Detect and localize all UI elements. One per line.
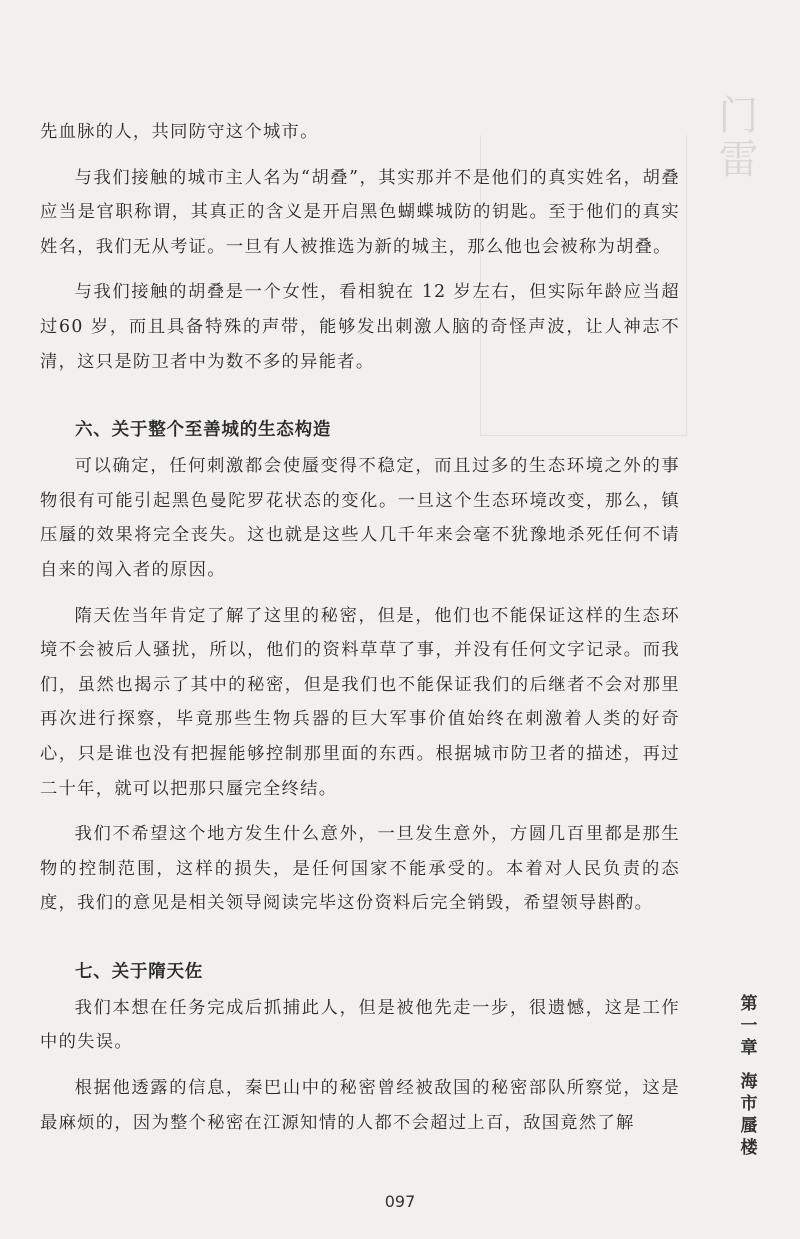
title-char: 海 [740, 1072, 758, 1092]
paragraph: 我们不希望这个地方发生什么意外，一旦发生意外，方圆几百里都是那生物的控制范围，这样的损失，是任何国家不能承受的。本着对人民负责的态度，我们的意见是相关领导阅读完毕这份资料后完全销毁，希望领导斟酌。 [40, 824, 680, 914]
title-char: 楼 [740, 1138, 758, 1158]
title-char: 蜃 [740, 1116, 758, 1136]
paragraph: 隋天佐当年肯定了解了这里的秘密，但是，他们也不能保证这样的生态环境不会被后人骚扰，所以，他们的资料草草了事，并没有任何文字记录。而我们，虽然也揭示了其中的秘密，但是我们也不能保证我们的后继者不会对那里再次进行探察，毕竟那些生物兵器的巨大军事价值始终在刺激着人类的好奇心，只是谁也没有把握能够控制那里面的东西。根据城市防卫者的描述，再过二十年，就可以把那只蜃完全终结。 [40, 605, 680, 799]
section-heading-6: 六、关于整个至善城的生态构造 [75, 420, 332, 441]
paragraph: 我们本想在任务完成后抓捕此人，但是被他先走一步，很遗憾，这是工作中的失误。 [40, 997, 680, 1053]
page-number: 097 [384, 1192, 416, 1211]
paragraph: 先血脉的人，共同防守这个城市。 [40, 122, 319, 142]
title-char: 市 [740, 1094, 758, 1114]
chapter-char: 章 [740, 1038, 758, 1058]
chapter-char: 一 [740, 1016, 758, 1036]
header-bleed-through: 门雷 [712, 94, 758, 182]
running-head-gap [728, 1059, 770, 1071]
paragraph: 根据他透露的信息，秦巴山中的秘密曾经被敌国的秘密部队所察觉，这是最麻烦的，因为整个秘密在江源知情的人都不会超过上百，敌国竟然了解 [40, 1078, 680, 1133]
paragraph: 与我们接触的胡叠是一个女性，看相貌在 12 岁左右，但实际年龄应当超过60 岁，而且具备特殊的声带，能够发出刺激人脑的奇怪声波，让人神志不清，这只是防卫者中为数不多的异能者。 [40, 282, 680, 372]
paragraph: 与我们接触的城市主人名为“胡叠”，其实那并不是他们的真实姓名，胡叠应当是官职称谓，其真正的含义是开启黑色蝴蝶城防的钥匙。至于他们的真实姓名，我们无从考证。一旦有人被推选为新的城主，那么他也会被称为胡叠。 [40, 167, 680, 257]
chapter-char: 第 [740, 994, 758, 1014]
section-heading-7: 七、关于隋天佐 [75, 961, 204, 982]
paragraph: 可以确定，任何刺激都会使蜃变得不稳定，而且过多的生态环境之外的事物很有可能引起黑色曼陀罗花状态的变化。一旦这个生态环境改变，那么，镇压蜃的效果将完全丧失。这也就是这些人几千年来会毫不犹豫地杀死任何不请自来的闯入者的原因。 [40, 456, 680, 580]
chapter-running-head [728, 993, 770, 1159]
body-text [40, 115, 680, 1140]
